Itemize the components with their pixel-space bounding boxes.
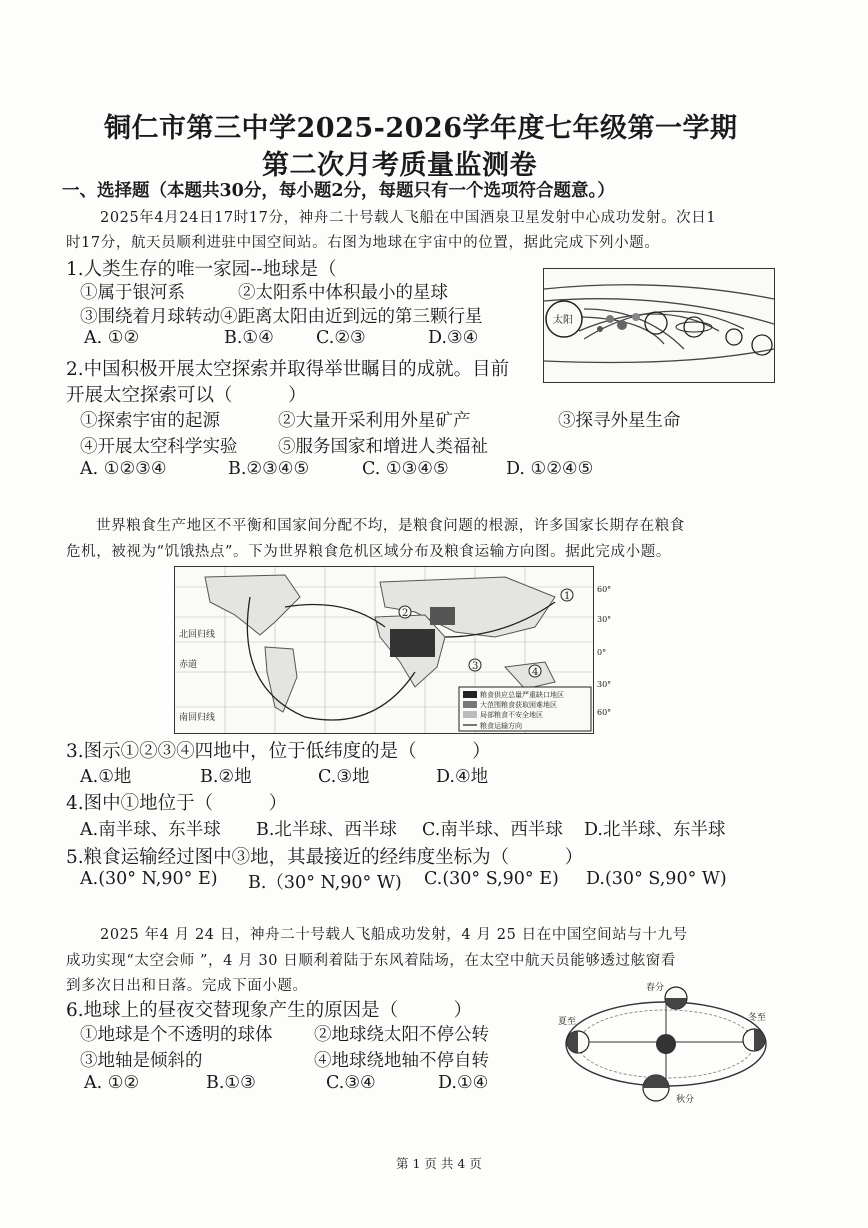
world-map-diagram (175, 567, 593, 733)
sun-icon (656, 1034, 676, 1054)
orbit-label-summer: 夏至 (558, 1017, 577, 1027)
map-legend-1: 粮食供应总量严重缺口地区 (480, 691, 564, 699)
q1-option-b[interactable]: B.①④ (224, 328, 274, 348)
q2-item-5: ⑤服务国家和增进人类福祉 (278, 437, 488, 457)
q6-item-2: ②地球绕太阳不停公转 (314, 1025, 489, 1045)
q6-option-b[interactable]: B.①③ (206, 1073, 256, 1093)
q4-option-b[interactable]: B.北半球、西半球 (256, 820, 397, 840)
q1-option-c[interactable]: C.②③ (316, 328, 366, 348)
solar-system-figure (543, 268, 775, 383)
passage3-line2: 成功实现“太空会师 ”，4 月 30 日顺利着陆于东风着陆场，在太空中航天员能够透过舷窗看 (66, 953, 676, 969)
svg-text:2: 2 (402, 608, 409, 619)
q1-option-d[interactable]: D.③④ (428, 328, 479, 348)
svg-text:1: 1 (564, 591, 571, 602)
q6-option-c[interactable]: C.③④ (326, 1073, 376, 1093)
svg-text:3: 3 (472, 661, 479, 672)
lat-label-5: 60° (597, 708, 612, 717)
map-legend-4: 粮食运输方向 (480, 722, 522, 730)
q6-stem: 6.地球上的昼夜交替现象产生的原因是（ ） (66, 1000, 473, 1021)
q5-stem: 5.粮食运输经过图中③地，其最接近的经纬度坐标为（ ） (66, 847, 584, 868)
q6-item-4: ④地球绕地轴不停自转 (314, 1051, 489, 1071)
tropic-capricorn-label: 南回归线 (179, 713, 216, 723)
tropic-cancer-label: 北回归线 (179, 630, 216, 640)
earth-orbit-diagram (556, 976, 776, 1106)
q1-item-1: ①属于银河系 (80, 283, 185, 303)
q5-option-a[interactable]: A.(30° N,90° E) (80, 869, 218, 889)
q6-option-d[interactable]: D.①④ (438, 1073, 489, 1093)
map-legend-3: 局部粮食不安全地区 (480, 711, 543, 719)
q6-item-1: ①地球是个不透明的球体 (80, 1025, 273, 1045)
orbit-label-winter: 冬至 (748, 1013, 767, 1023)
section-header: 一、选择题（本题共30分，每小题2分，每题只有一个选项符合题意。） (62, 181, 615, 201)
lat-label-4: 30° (597, 680, 612, 689)
q1-option-a[interactable]: A. ①② (84, 328, 140, 348)
world-food-map (174, 566, 594, 734)
passage3-line1: 2025 年4 月 24 日，神舟二十号载人飞船成功发射，4 月 25 日在中国空间站与十九号 (100, 927, 688, 943)
q2-option-d[interactable]: D. ①②④⑤ (506, 459, 594, 479)
q3-option-c[interactable]: C.③地 (318, 767, 370, 787)
q2-item-3: ③探寻外星生命 (558, 411, 681, 431)
sun-label: 太阳 (553, 315, 573, 326)
solar-system-diagram (544, 269, 774, 382)
q2-item-1: ①探索宇宙的起源 (80, 411, 220, 431)
q4-stem: 4.图中①地位于（ ） (66, 793, 288, 814)
q2-stem-line1: 2.中国积极开展太空探索并取得举世瞩目的成就。目前 (66, 359, 510, 380)
q2-option-b[interactable]: B.②③④⑤ (228, 459, 310, 479)
passage2-line2: 危机，被视为“饥饿热点”。下为世界粮食危机区域分布及粮食运输方向图。据此完成小题。 (66, 544, 671, 560)
q2-option-a[interactable]: A. ①②③④ (80, 459, 167, 479)
q3-option-b[interactable]: B.②地 (200, 767, 252, 787)
q2-item-2: ②大量开采利用外星矿产 (278, 411, 471, 431)
q4-option-d[interactable]: D.北半球、东半球 (584, 820, 726, 840)
q5-option-b[interactable]: B.（30° N,90° W) (248, 873, 402, 893)
page-footer: 第 1 页 共 4 页 (396, 1156, 482, 1171)
q5-option-c[interactable]: C.(30° S,90° E) (424, 869, 559, 889)
q2-item-4: ④开展太空科学实验 (80, 437, 238, 457)
q3-stem: 3.图示①②③④四地中，位于低纬度的是（ ） (66, 741, 491, 762)
q4-option-a[interactable]: A.南半球、东半球 (80, 820, 221, 840)
q2-option-c[interactable]: C. ①③④⑤ (362, 459, 449, 479)
orbit-label-autumn: 秋分 (676, 1095, 695, 1105)
passage1-line1: 2025年4月24日17时17分，神舟二十号载人飞船在中国酒泉卫星发射中心成功发射。次日1 (100, 210, 717, 226)
passage2-line1: 世界粮食生产地区不平衡和国家间分配不均，是粮食问题的根源，许多国家长期存在粮食 (96, 518, 685, 534)
earth-icon (617, 320, 627, 330)
q3-option-d[interactable]: D.④地 (436, 767, 489, 787)
q1-stem: 1.人类生存的唯一家园--地球是（ (66, 259, 337, 280)
lat-label-1: 60° (597, 585, 612, 594)
orbit-label-spring: 春分 (646, 983, 665, 993)
lat-label-2: 30° (597, 615, 612, 624)
q1-item-3: ③围绕着月球转动④距离太阳由近到远的第三颗行星 (80, 307, 483, 327)
q1-item-2: ②太阳系中体积最小的星球 (238, 283, 448, 303)
passage3-line3: 到多次日出和日落。完成下面小题。 (66, 978, 308, 994)
title-line2: 第二次月考质量监测卷 (262, 150, 537, 181)
map-legend-2: 大范围粮食获取困难地区 (480, 701, 557, 709)
earth-orbit-figure (556, 976, 776, 1106)
title-line1: 铜仁市第三中学2025-2026学年度七年级第一学期 (104, 113, 738, 144)
q6-option-a[interactable]: A. ①② (84, 1073, 140, 1093)
passage1-line2: 时17分，航天员顺利进驻中国空间站。右图为地球在宇宙中的位置，据此完成下列小题。 (66, 235, 660, 251)
q2-stem-line2: 开展太空探索可以（ ） (66, 385, 307, 406)
equator-label: 赤道 (179, 660, 198, 670)
q5-option-d[interactable]: D.(30° S,90° W) (586, 869, 727, 889)
svg-text:4: 4 (532, 667, 539, 678)
q6-item-3: ③地轴是倾斜的 (80, 1051, 203, 1071)
lat-label-3: 0° (597, 648, 607, 657)
q3-option-a[interactable]: A.①地 (80, 767, 132, 787)
q4-option-c[interactable]: C.南半球、西半球 (422, 820, 563, 840)
